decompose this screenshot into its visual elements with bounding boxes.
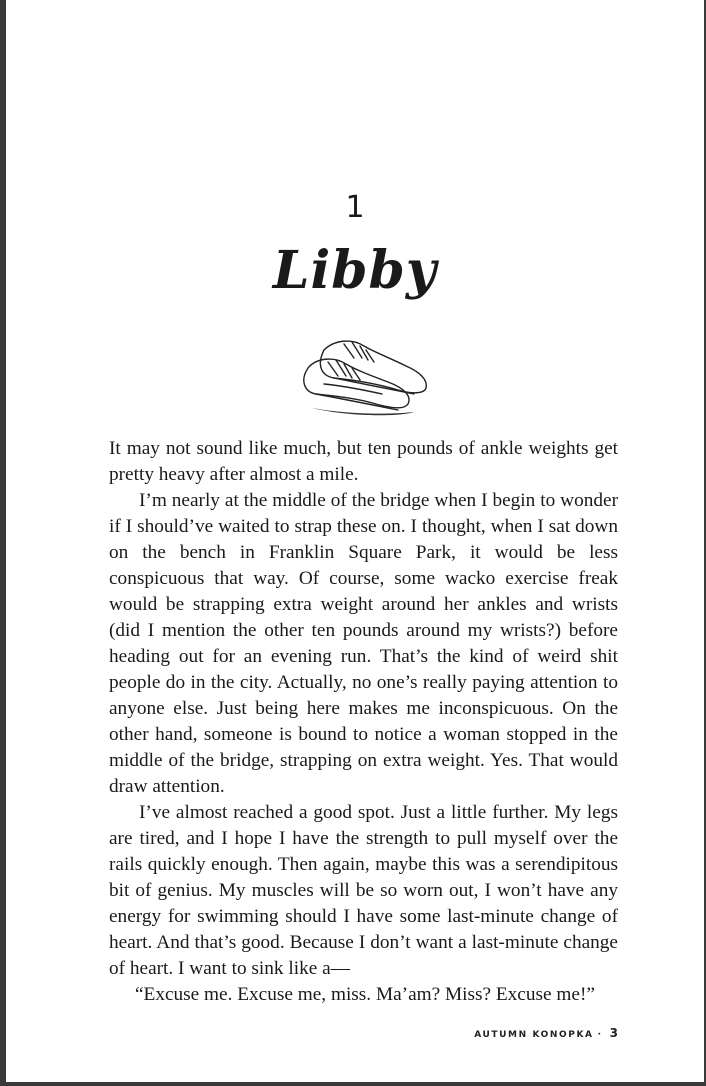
paragraph-1: It may not sound like much, but ten pounds of ankle weights get pretty heavy after almost a mile.	[109, 438, 618, 485]
chapter-body	[109, 436, 618, 1008]
chapter-number: 1	[345, 190, 365, 225]
footer-author: AUTUMN KONOPKA	[474, 1030, 594, 1040]
paragraph-2: I’m nearly at the middle of the bridge when I begin to wonder if I should’ve waited to strap these on. I thought, when I sat down on the bench in Franklin Square Park, it would be less conspicuous that way. Of course, some wacko exercise freak would be strapping extra weight around her ankles and wrists (did I mention the other ten pounds around my wrists?) before heading out for an evening run. That’s the kind of weird shit people do in the city. Actually, no one’s really paying attention to anyone else. Just being here makes me inconspicuous. On the other hand, someone is bound to notice a woman stopped in the middle of the bridge, strapping on extra weight. Yes. That would draw attention.	[109, 490, 618, 797]
page-number: 3	[609, 1026, 618, 1040]
page-footer	[474, 1026, 618, 1040]
running-shoes-icon	[294, 328, 436, 416]
paragraph-3: I’ve almost reached a good spot. Just a little further. My legs are tired, and I hope I have the strength to pull myself over the rails quickly enough. Then again, maybe this was a serendipitous bit of genius. My muscles will be so worn out, I won’t have any energy for swimming should I have some last-minute change of heart. And that’s good. Because I don’t want a last-minute change of heart. I want to sink like a—	[109, 802, 618, 979]
chapter-title: Libby	[272, 240, 438, 301]
footer-separator: ·	[597, 1030, 603, 1040]
book-page	[6, 0, 704, 1082]
paragraph-4: “Excuse me. Excuse me, miss. Ma’am? Miss? Excuse me!”	[135, 984, 595, 1005]
